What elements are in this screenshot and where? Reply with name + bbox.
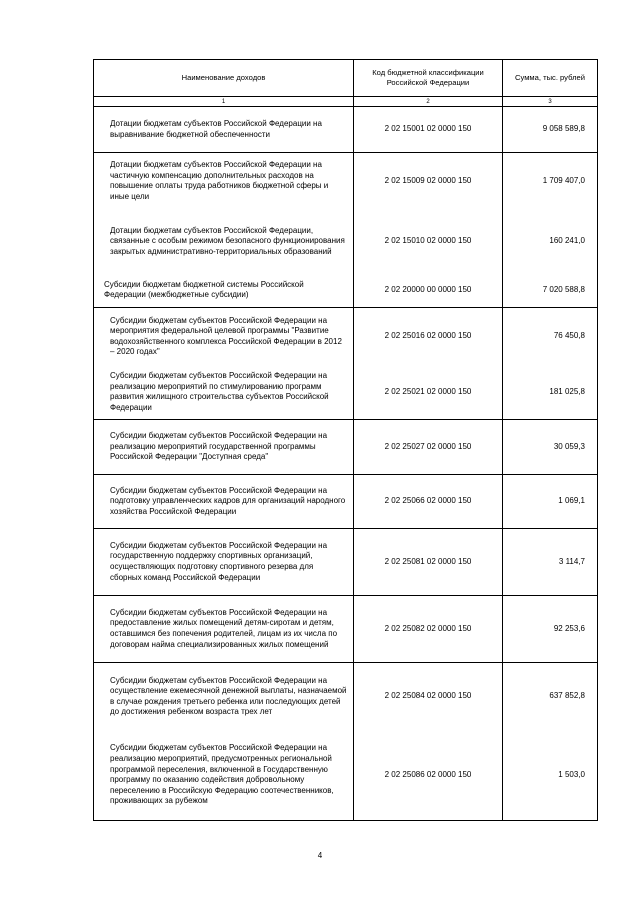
revenue-table bbox=[93, 59, 598, 821]
header-amount: Сумма, тыс. рублей bbox=[503, 60, 598, 97]
table-row bbox=[94, 420, 598, 475]
revenue-code: 2 02 25082 02 0000 150 bbox=[354, 596, 503, 663]
revenue-name: Субсидии бюджетам субъектов Российской Федерации на государственную поддержку спортивных организаций, осуществляющих подготовку спортивного резерва для сборных команд Российской Федерации bbox=[94, 529, 354, 596]
header-code: Код бюджетной классификации Российской Федерации bbox=[354, 60, 503, 97]
table-row bbox=[94, 107, 598, 153]
revenue-code: 2 02 15009 02 0000 150 bbox=[354, 153, 503, 210]
column-number: 3 bbox=[503, 97, 598, 107]
revenue-code: 2 02 25021 02 0000 150 bbox=[354, 366, 503, 420]
revenue-amount: 76 450,8 bbox=[503, 308, 598, 366]
table-row bbox=[94, 731, 598, 821]
column-number: 1 bbox=[94, 97, 354, 107]
revenue-amount: 7 020 588,8 bbox=[503, 274, 598, 308]
revenue-name: Субсидии бюджетам субъектов Российской Федерации на подготовку управленческих кадров для организаций народного хозяйства Российской Федерации bbox=[94, 475, 354, 529]
table-row bbox=[94, 475, 598, 529]
revenue-name: Субсидии бюджетам субъектов Российской Федерации на реализацию мероприятий, предусмотренных региональной программой переселения, включенной в Государственную программу по оказанию содействия добровольному переселению в Российскую Федерацию соотечественников, проживающих за рубежом bbox=[94, 731, 354, 821]
table-row bbox=[94, 596, 598, 663]
column-number-row bbox=[94, 97, 598, 107]
revenue-amount: 1 503,0 bbox=[503, 731, 598, 821]
revenue-amount: 9 058 589,8 bbox=[503, 107, 598, 153]
table-row bbox=[94, 153, 598, 210]
revenue-name: Субсидии бюджетам бюджетной системы Российской Федерации (межбюджетные субсидии) bbox=[94, 274, 354, 308]
revenue-name: Субсидии бюджетам субъектов Российской Федерации на предоставление жилых помещений детям-сиротам и детям, оставшимся без попечения родителей, лицам из их числа по договорам найма специализированных жилых помещений bbox=[94, 596, 354, 663]
column-number: 2 bbox=[354, 97, 503, 107]
revenue-code: 2 02 25081 02 0000 150 bbox=[354, 529, 503, 596]
revenue-code: 2 02 25066 02 0000 150 bbox=[354, 475, 503, 529]
header-name: Наименование доходов bbox=[94, 60, 354, 97]
table-row bbox=[94, 308, 598, 366]
revenue-amount: 92 253,6 bbox=[503, 596, 598, 663]
revenue-amount: 30 059,3 bbox=[503, 420, 598, 475]
revenue-amount: 1 069,1 bbox=[503, 475, 598, 529]
revenue-code: 2 02 25027 02 0000 150 bbox=[354, 420, 503, 475]
revenue-name: Субсидии бюджетам субъектов Российской Федерации на реализацию мероприятий по стимулированию программ развития жилищного строительства субъектов Российской Федерации bbox=[94, 366, 354, 420]
revenue-amount: 1 709 407,0 bbox=[503, 153, 598, 210]
revenue-name: Дотации бюджетам субъектов Российской Федерации на частичную компенсацию дополнительных расходов на повышение оплаты труда работников бюджетной сферы и иные цели bbox=[94, 153, 354, 210]
revenue-name: Субсидии бюджетам субъектов Российской Федерации на мероприятия федеральной целевой программы "Развитие водохозяйственного комплекса Российской Федерации в 2012 – 2020 годах" bbox=[94, 308, 354, 366]
revenue-code: 2 02 25086 02 0000 150 bbox=[354, 731, 503, 821]
revenue-code: 2 02 25084 02 0000 150 bbox=[354, 663, 503, 731]
revenue-code: 2 02 25016 02 0000 150 bbox=[354, 308, 503, 366]
table-row bbox=[94, 210, 598, 274]
table-row bbox=[94, 274, 598, 308]
revenue-code: 2 02 15010 02 0000 150 bbox=[354, 210, 503, 274]
table-row bbox=[94, 366, 598, 420]
revenue-name: Дотации бюджетам субъектов Российской Федерации, связанные с особым режимом безопасного функционирования закрытых административно-территориальных образований bbox=[94, 210, 354, 274]
revenue-amount: 181 025,8 bbox=[503, 366, 598, 420]
revenue-code: 2 02 15001 02 0000 150 bbox=[354, 107, 503, 153]
revenue-amount: 160 241,0 bbox=[503, 210, 598, 274]
revenue-name: Субсидии бюджетам субъектов Российской Федерации на осуществление ежемесячной денежной выплаты, назначаемой в случае рождения третьего ребенка или последующих детей до достижения ребенком возраста трех лет bbox=[94, 663, 354, 731]
revenue-code: 2 02 20000 00 0000 150 bbox=[354, 274, 503, 308]
revenue-name: Дотации бюджетам субъектов Российской Федерации на выравнивание бюджетной обеспеченности bbox=[94, 107, 354, 153]
table-row bbox=[94, 663, 598, 731]
revenue-amount: 637 852,8 bbox=[503, 663, 598, 731]
revenue-name: Субсидии бюджетам субъектов Российской Федерации на реализацию мероприятий государственной программы Российской Федерации "Доступная среда" bbox=[94, 420, 354, 475]
table-row bbox=[94, 529, 598, 596]
revenue-amount: 3 114,7 bbox=[503, 529, 598, 596]
table-header-row bbox=[94, 60, 598, 97]
page-number: 4 bbox=[317, 851, 323, 860]
